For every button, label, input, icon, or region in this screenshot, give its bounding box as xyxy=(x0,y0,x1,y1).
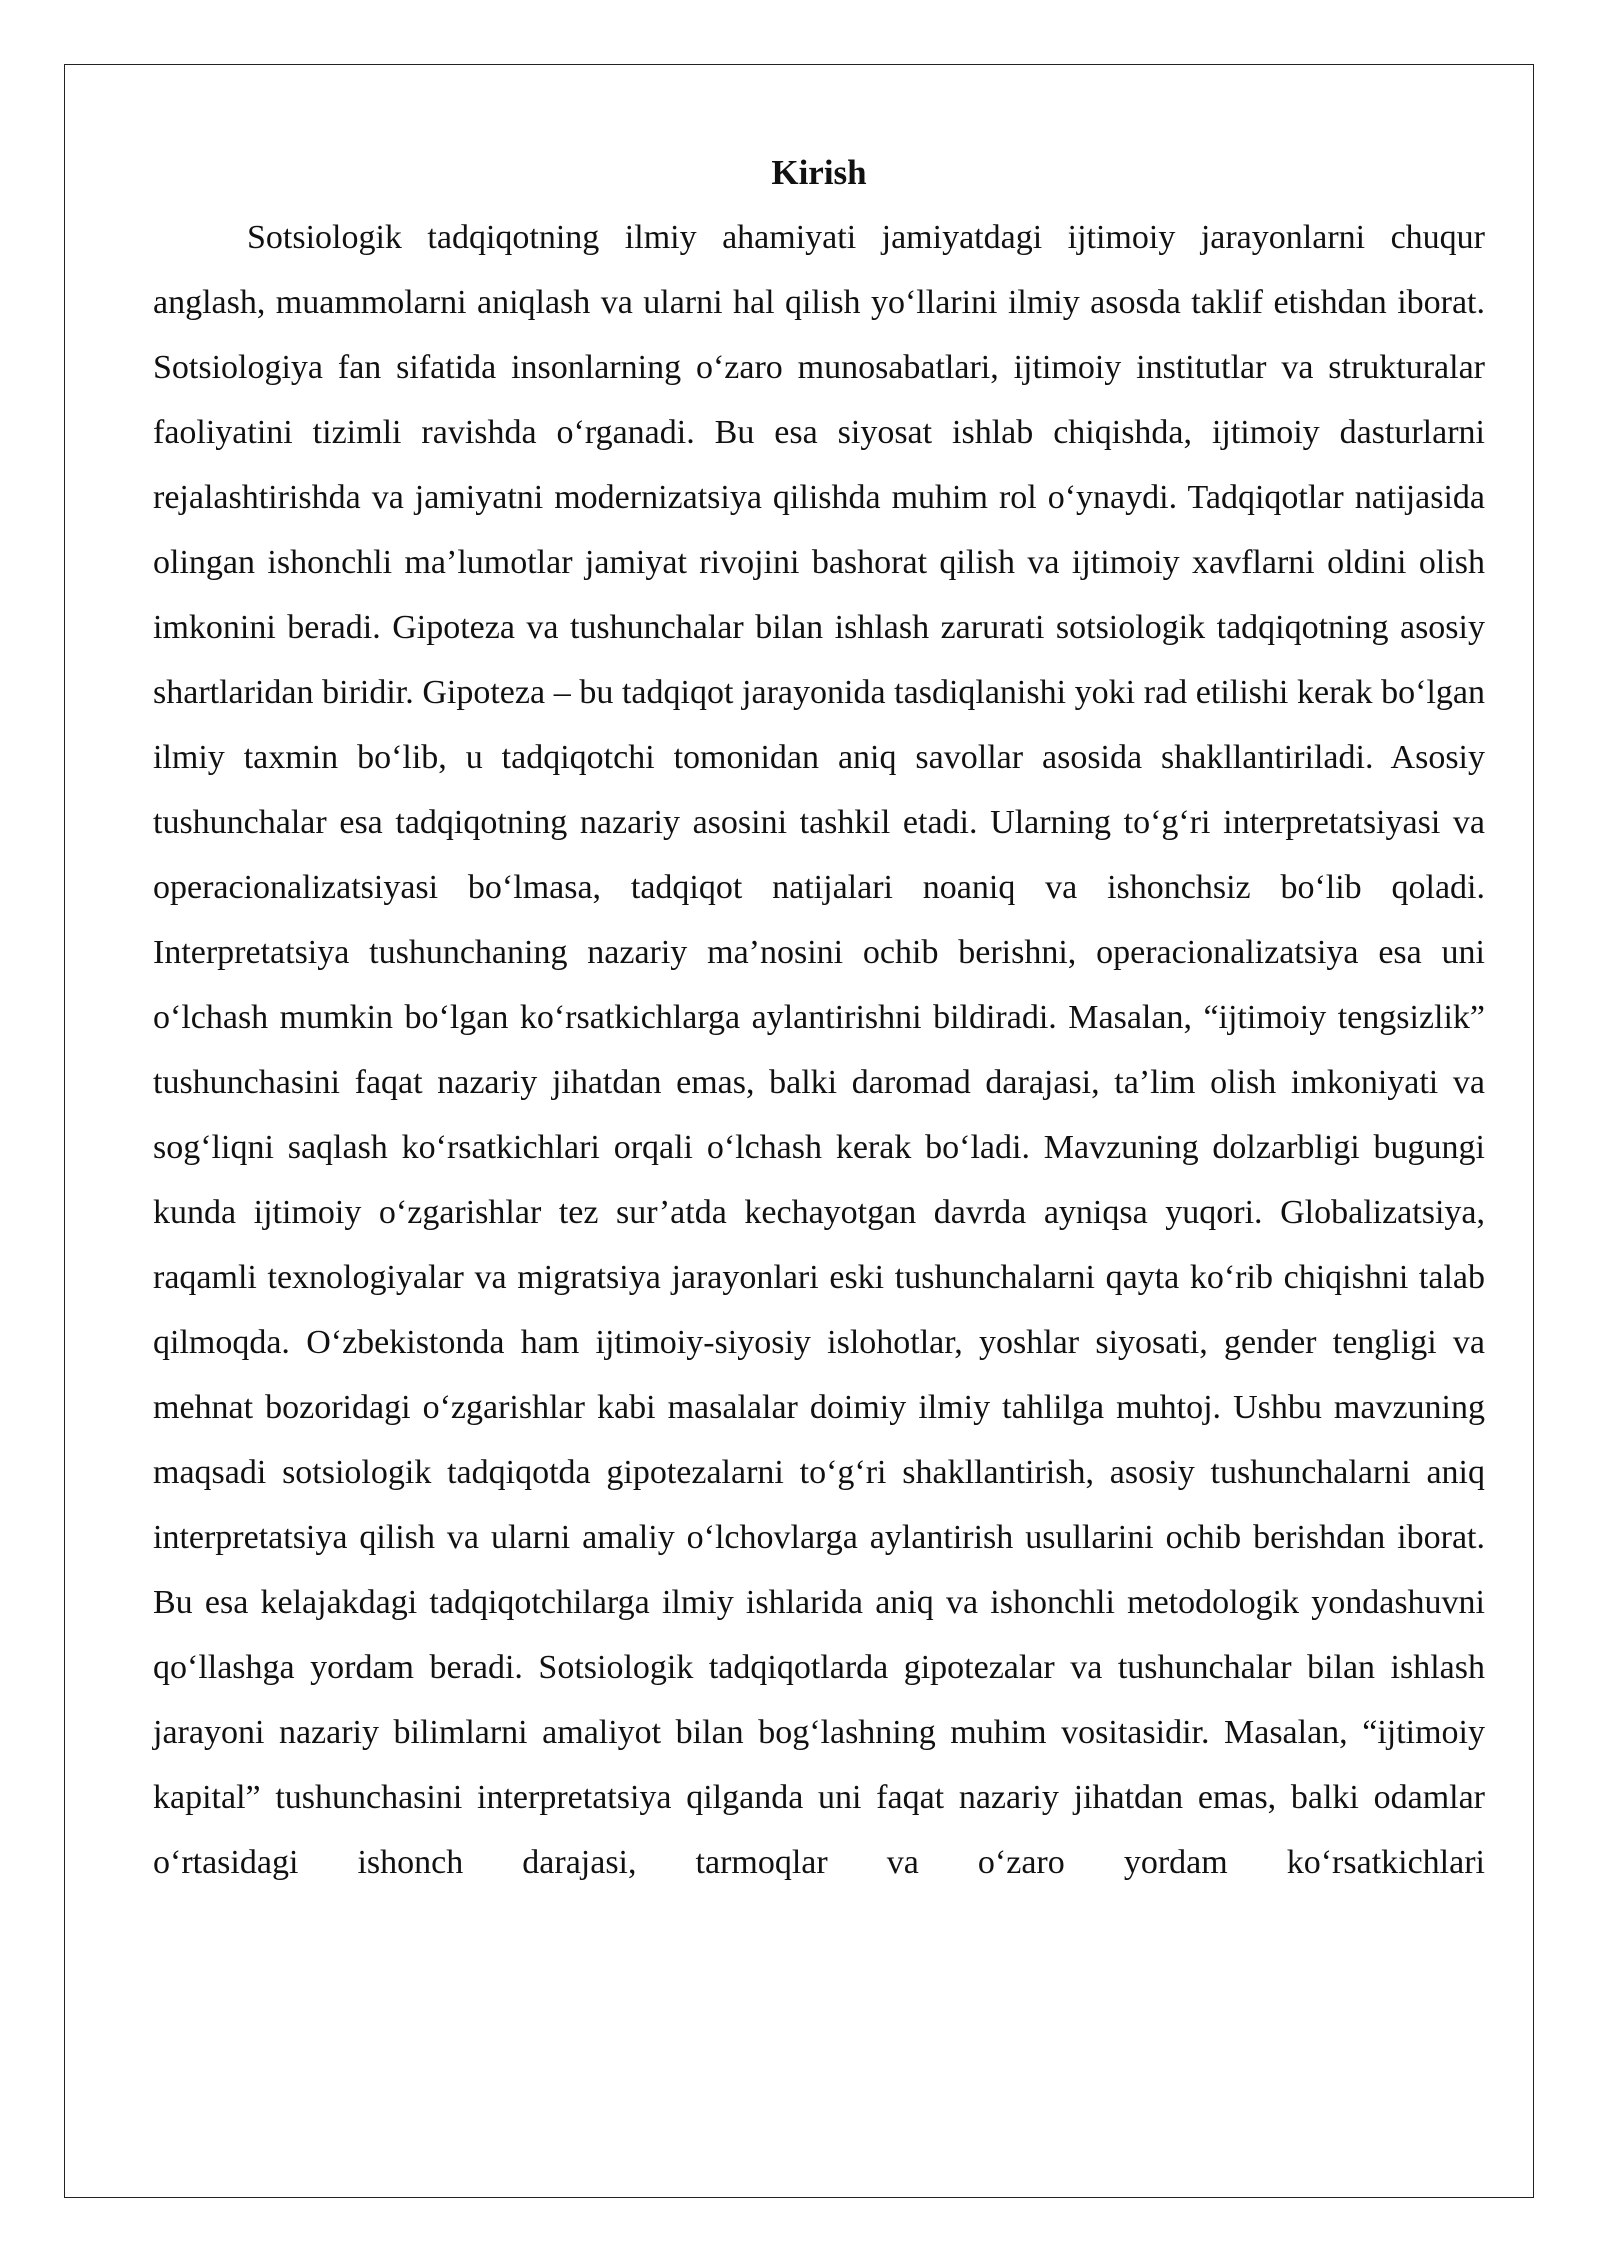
body-paragraph: Sotsiologik tadqiqotning ilmiy ahamiyati jamiyatdagi ijtimoiy jarayonlarni chuqur anglash, muammolarni aniqlash va ularni hal qilish yo‘llarini ilmiy asosda taklif etishdan iborat. Sotsiologiya fan sifatida insonlarning o‘zaro munosabatlari, ijtimoiy institutlar va strukturalar faoliyatini tizimli ravishda o‘rganadi. Bu esa siyosat ishlab chiqishda, ijtimoiy dasturlarni rejalashtirishda va jamiyatni modernizatsiya qilishda muhim rol o‘ynaydi. Tadqiqotlar natijasida olingan ishonchli ma’lumotlar jamiyat rivojini bashorat qilish va ijtimoiy xavflarni oldini olish imkonini beradi. Gipoteza va tushunchalar bilan ishlash zarurati sotsiologik tadqiqotning asosiy shartlaridan biridir. Gipoteza – bu tadqiqot jarayonida tasdiqlanishi yoki rad etilishi kerak bo‘lgan ilmiy taxmin bo‘lib, u tadqiqotchi tomonidan aniq savollar asosida shakllantiriladi. Asosiy tushunchalar esa tadqiqotning nazariy asosini tashkil etadi. Ularning to‘g‘ri interpretatsiyasi va operacionalizatsiyasi bo‘lmasa, tadqiqot natijalari noaniq va ishonchsiz bo‘lib qoladi. Interpretatsiya tushunchaning nazariy ma’nosini ochib berishni, operacionalizatsiya esa uni o‘lchash mumkin bo‘lgan ko‘rsatkichlarga aylantirishni bildiradi. Masalan, “ijtimoiy tengsizlik” tushunchasini faqat nazariy jihatdan emas, balki daromad darajasi, ta’lim olish imkoniyati va sog‘liqni saqlash ko‘rsatkichlari orqali o‘lchash kerak bo‘ladi. Mavzuning dolzarbligi bugungi kunda ijtimoiy o‘zgarishlar tez sur’atda kechayotgan davrda ayniqsa yuqori. Globalizatsiya, raqamli texnologiyalar va migratsiya jarayonlari eski tushunchalarni qayta ko‘rib chiqishni talab qilmoqda. O‘zbekistonda ham ijtimoiy-siyosiy islohotlar, yoshlar siyosati, gender tengligi va mehnat bozoridagi o‘zgarishlar kabi masalalar doimiy ilmiy tahlilga muhtoj. Ushbu mavzuning maqsadi sotsiologik tadqiqotda gipotezalarni to‘g‘ri shakllantirish, asosiy tushunchalarni aniq interpretatsiya qilish va ularni amaliy o‘lchovlarga aylantirish usullarini ochib berishdan iborat. Bu esa kelajakdagi tadqiqotchilarga ilmiy ishlarida aniq va ishonchli metodologik yondashuvni qo‘llashga yordam beradi. Sotsiologik tadqiqotlarda gipotezalar va tushunchalar bilan ishlash jarayoni nazariy bilimlarni amaliyot bilan bog‘lashning muhim vositasidir. Masalan, “ijtimoiy kapital” tushunchasini interpretatsiya qilganda uni faqat nazariy jihatdan emas, balki odamlar o‘rtasidagi ishonch darajasi, tarmoqlar va o‘zaro yordam ko‘rsatkichlari xyxy=(153,219,1485,1881)
document-body xyxy=(153,140,1485,1895)
section-title: Kirish xyxy=(771,153,867,192)
